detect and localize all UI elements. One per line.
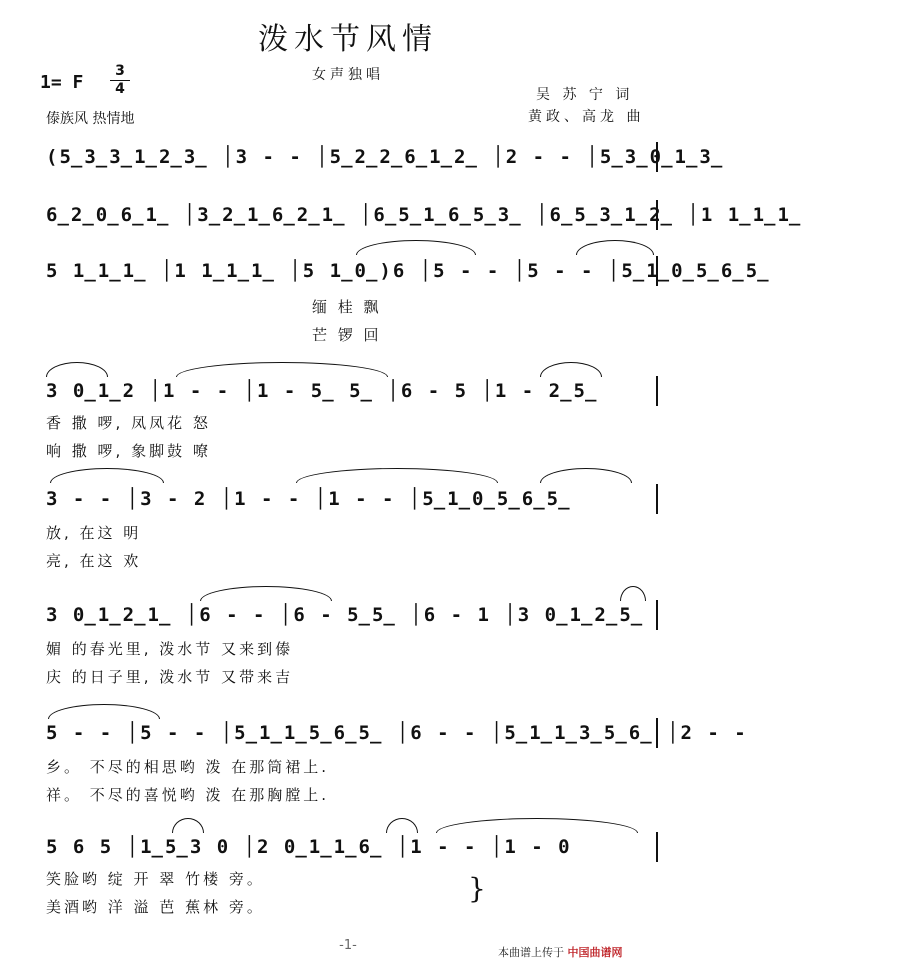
footer-text: 本曲谱上传于 xyxy=(498,946,564,959)
verse-brace: } xyxy=(468,872,486,905)
song-title: 泼水节风情 xyxy=(258,22,438,57)
staff-line-4: 3 0̲1̲2 │1 - - │1 - 5̲ 5̲ │6 - 5 │1 - 2̲5̲ xyxy=(46,380,599,402)
song-subtitle: 女声独唱 xyxy=(312,67,384,83)
composer-credit: 黄政、高龙 曲 xyxy=(528,109,645,125)
site-logo[interactable]: 中国曲谱网 xyxy=(567,946,623,959)
lyrics-line-3-verse-1: 缅 桂 飘 xyxy=(312,298,382,316)
barline xyxy=(656,718,658,748)
page-number: -1- xyxy=(339,938,357,953)
lyrics-line-5-verse-1: 放, 在这 明 xyxy=(46,524,142,542)
staff-line-8: 5 6 5 │1̲5̲3 0 │2 0̲1̲1̲6̲ │1 - - │1 - 0 xyxy=(46,836,572,858)
key-signature: 1= F xyxy=(40,72,84,93)
staff-line-6: 3 0̲1̲2̲1̲ │6 - - │6 - 5̲5̲ │6 - 1 │3 0̲1̲2̲5̲ xyxy=(46,604,645,626)
lyrics-line-7-verse-2: 祥。 不尽的喜悦哟 泼 在那胸膛上. xyxy=(46,786,330,804)
lyricist-credit: 吴 苏 宁 词 xyxy=(536,87,634,103)
staff-line-7: 5 - - │5 - - │5̲1̲1̲5̲6̲5̲ │6 - - │5̲1̲1̲3̲5̲6̲ │2 - - xyxy=(46,722,748,744)
lyrics-line-7-verse-1: 乡。 不尽的相思哟 泼 在那筒裙上. xyxy=(46,758,330,776)
barline xyxy=(656,142,658,172)
staff-line-2: 6̲2̲0̲6̲1̲ │3̲2̲1̲6̲2̲1̲ │6̲5̲1̲6̲5̲3̲ │6̲5̲3̲1̲2̲ │1 1̲1̲1̲ xyxy=(46,204,803,226)
barline xyxy=(656,200,658,230)
lyrics-line-8-verse-2: 美酒哟 洋 溢 芭 蕉林 旁。 xyxy=(46,898,265,916)
lyrics-line-5-verse-2: 亮, 在这 欢 xyxy=(46,552,142,570)
lyrics-line-3-verse-2: 芒 锣 回 xyxy=(312,326,382,344)
meter-top: 3 xyxy=(115,63,125,79)
lyrics-line-4-verse-2: 响 撒 啰, 象脚鼓 嘹 xyxy=(46,442,211,460)
barline xyxy=(656,832,658,862)
barline xyxy=(656,600,658,630)
lyrics-line-6-verse-1: 媚 的春光里, 泼水节 又来到傣 xyxy=(46,640,294,658)
staff-line-3: 5 1̲1̲1̲ │1 1̲1̲1̲ │5 1̲0̲)6 │5 - - │5 - - │5̲1̲0̲5̲6̲5̲ xyxy=(46,260,771,282)
lyrics-line-6-verse-2: 庆 的日子里, 泼水节 又带来吉 xyxy=(46,668,294,686)
style-note: 傣族风 热情地 xyxy=(46,111,135,127)
staff-line-1: (5̲3̲3̲1̲2̲3̲ │3 - - │5̲2̲2̲6̲1̲2̲ │2 - - │5̲3̲0̲1̲3̲ xyxy=(46,146,725,168)
time-signature xyxy=(110,64,130,97)
barline xyxy=(656,256,658,286)
staff-line-5: 3 - - │3 - 2 │1 - - │1 - - │5̲1̲0̲5̲6̲5̲ xyxy=(46,488,572,510)
meter-bottom: 4 xyxy=(115,81,125,97)
lyrics-line-4-verse-1: 香 撒 啰, 凤凤花 怒 xyxy=(46,414,211,432)
barline xyxy=(656,376,658,406)
lyrics-line-8-verse-1: 笑脸哟 绽 开 翠 竹楼 旁。 xyxy=(46,870,265,888)
barline xyxy=(656,484,658,514)
upload-footer xyxy=(498,944,623,960)
